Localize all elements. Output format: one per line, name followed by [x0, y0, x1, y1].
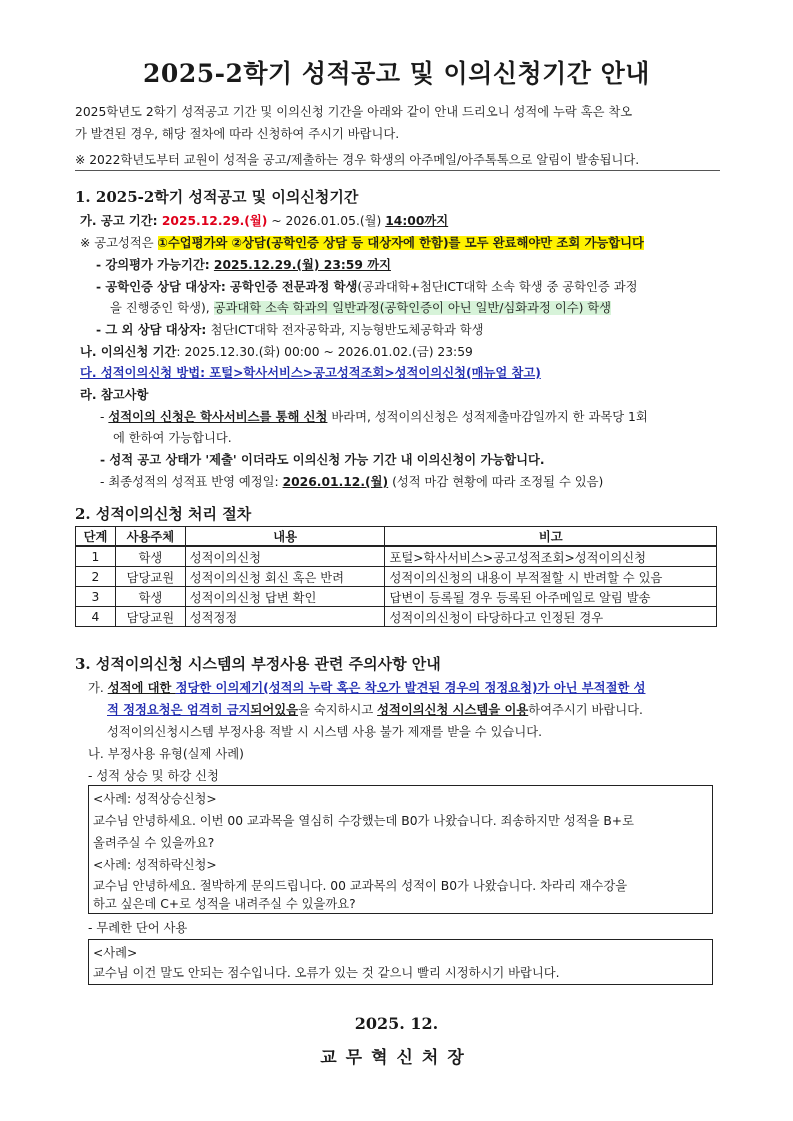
table-row	[76, 587, 717, 607]
table-cell: 답변이 등록될 경우 등록된 아주메일로 알림 발송	[385, 587, 717, 607]
table-cell: 4	[76, 607, 116, 627]
consult-line-2b: 공과대학 소속 학과의 일반과정(공학인증이 아닌 일반/심화과정 이수) 학생	[213, 301, 612, 315]
warning-part-5: 을 숙지하시고	[298, 703, 378, 717]
section2-heading: 2. 성적이의신청 처리 절차	[75, 505, 252, 523]
announce-start: 2025.12.29.(월)	[161, 214, 268, 228]
note-highlight: ①수업평가와 ②상담(공학인증 상담 등 대상자에 한함)를 모두 완료해야만 조회 가능합니다	[157, 236, 644, 250]
example-2-line-2: 하고 싶은데 C+로 성적을 내려주실 수 있을까요?	[93, 897, 356, 911]
note-prefix: ※ 공고성적은	[80, 236, 158, 250]
intro-line-2: 가 발견된 경우, 해당 절차에 따라 신청하여 주시기 바랍니다.	[75, 127, 400, 141]
other-value: 첨단ICT대학 전자공학과, 지능형반도체공학과 학생	[210, 323, 484, 337]
consult-label: - 공학인증 상담 대상자: 공학인증 전문과정 학생	[96, 280, 358, 294]
example-box-2	[88, 939, 713, 985]
warning-line-1	[88, 680, 645, 696]
table-cell: 2	[76, 567, 116, 587]
announce-end: 14:00까지	[385, 214, 449, 228]
table-cell: 성적이의신청이 타당하다고 인정된 경우	[385, 607, 717, 627]
column-header: 사용주체	[115, 527, 185, 547]
announce-note	[80, 235, 644, 251]
column-header: 내용	[185, 527, 385, 547]
warning-prefix: 가.	[88, 681, 108, 695]
column-header: 단계	[76, 527, 116, 547]
notice-underline	[75, 170, 720, 171]
reference-item-1-line-2: 에 한하여 가능합니다.	[113, 431, 232, 445]
issue-date: 2025. 12.	[354, 1014, 439, 1033]
reference-item-2: - 성적 공고 상태가 '제출' 이더라도 이의신청 가능 기간 내 이의신청이 가능합니다.	[100, 453, 545, 467]
warning-line-3: 성적이의신청시스템 부정사용 적발 시 시스템 사용 불가 제재를 받을 수 있습니다.	[107, 725, 542, 739]
table-cell: 성적이의신청 답변 확인	[185, 587, 385, 607]
objection-value: : 2025.12.30.(화) 00:00 ~ 2026.01.02.(금) 23:59	[176, 345, 473, 359]
announce-period	[80, 213, 448, 229]
announce-mid: ~ 2026.01.05.(월)	[267, 214, 386, 228]
reference-item-1	[100, 409, 648, 425]
misuse-types-heading: 나. 부정사용 유형(실제 사례)	[88, 747, 244, 761]
example-3-line-1: 교수님 이건 말도 안되는 점수입니다. 오류가 있는 것 같으니 빨리 시정하시기 바랍니다.	[93, 966, 560, 980]
example-3-title: <사례>	[93, 946, 138, 960]
reference-item-3	[100, 474, 603, 490]
table-cell: 1	[76, 546, 116, 567]
table-cell: 학생	[115, 546, 185, 567]
table-cell: 학생	[115, 587, 185, 607]
table-header-row	[76, 527, 717, 547]
ref1-rest: 바라며, 성적이의신청은 성적제출마감일까지 한 과목당 1회	[327, 410, 648, 424]
misuse-type-2: - 무례한 단어 사용	[88, 921, 188, 935]
table-cell: 성적이의신청의 내용이 부적절할 시 반려할 수 있음	[385, 567, 717, 587]
consult-target	[96, 279, 637, 295]
ref1-emphasis: 성적이의 신청은 학사서비스를 통해 신청	[108, 410, 328, 424]
warning-line-2	[107, 702, 643, 718]
objection-method-link[interactable]: 다. 성적이의신청 방법: 포털>학사서비스>공고성적조회>성적이의신청(매뉴얼 참고)	[80, 366, 541, 380]
example-2-line-1: 교수님 안녕하세요. 절박하게 문의드립니다. 00 교과목의 성적이 B0가 나왔습니다. 차라리 재수강을	[93, 879, 628, 893]
ref3-rest: (성적 마감 현황에 따라 조정될 수 있음)	[388, 475, 604, 489]
column-header: 비고	[385, 527, 717, 547]
example-1-title: <사례: 성적상승신청>	[93, 792, 217, 806]
eval-value: 2025.12.29.(월) 23:59 까지	[213, 258, 391, 272]
warning-part-4: 되어있음	[250, 703, 299, 717]
table-cell: 포털>학사서비스>공고성적조회>성적이의신청	[385, 546, 717, 567]
other-consult	[96, 322, 484, 338]
table-row	[76, 546, 717, 567]
section3-heading: 3. 성적이의신청 시스템의 부정사용 관련 주의사항 안내	[75, 655, 441, 673]
ref3-label: - 최종성적의 성적표 반영 예정일:	[100, 475, 283, 489]
example-2-title: <사례: 성적하락신청>	[93, 858, 217, 872]
objection-label: 나. 이의신청 기간	[80, 345, 177, 359]
table-cell: 3	[76, 587, 116, 607]
table-cell: 담당교원	[115, 607, 185, 627]
announce-label: 가. 공고 기간:	[80, 214, 162, 228]
procedure-table	[75, 526, 717, 627]
intro-line-1: 2025학년도 2학기 성적공고 기간 및 이의신청 기간을 아래와 같이 안내 드리오니 성적에 누락 혹은 착오	[75, 105, 633, 119]
warning-part-6: 성적이의신청 시스템을 이용	[377, 703, 529, 717]
section1-heading: 1. 2025-2학기 성적공고 및 이의신청기간	[75, 188, 359, 206]
reference-label: 라. 참고사항	[80, 388, 149, 402]
table-cell: 성적정정	[185, 607, 385, 627]
warning-part-7: 하여주시기 바랍니다.	[528, 703, 643, 717]
warning-part-2: 정당한 이의제기(성적의 누락 혹은 착오가 발견된 경우의 정정요청)가 아닌 부적절한 성	[175, 681, 646, 695]
reference-heading	[80, 387, 148, 403]
notice-text: ※ 2022학년도부터 교원이 성적을 공고/제출하는 경우 학생의 아주메일/아주톡톡으로 알림이 발송됩니다.	[75, 153, 640, 167]
warning-part-3: 적 정정요청은 엄격히 금지	[107, 703, 251, 717]
table-row	[76, 567, 717, 587]
table-cell: 성적이의신청 회신 혹은 반려	[185, 567, 385, 587]
table-cell: 담당교원	[115, 567, 185, 587]
eval-label: - 강의평가 가능기간:	[96, 258, 214, 272]
misuse-type-1: - 성적 상승 및 하강 신청	[88, 769, 219, 783]
consult-rest: (공과대학+첨단ICT대학 소속 학생 중 공학인증 과정	[357, 280, 638, 294]
objection-period	[80, 344, 473, 360]
page-title: 2025-2학기 성적공고 및 이의신청기간 안내	[143, 59, 650, 88]
example-box-1	[88, 785, 713, 914]
consult-line-2	[110, 300, 611, 316]
ref3-date: 2026.01.12.(월)	[282, 475, 389, 489]
table-row	[76, 607, 717, 627]
table-cell: 성적이의신청	[185, 546, 385, 567]
eval-period	[96, 257, 391, 273]
issuing-office: 교무혁신처장	[320, 1048, 473, 1068]
example-1-line-1: 교수님 안녕하세요. 이번 00 교과목을 열심히 수강했는데 B0가 나왔습니다. 죄송하지만 성적을 B+로	[93, 814, 634, 828]
other-label: - 그 외 상담 대상자:	[96, 323, 211, 337]
warning-part-1: 성적에 대한	[107, 681, 176, 695]
consult-line-2a: 을 진행중인 학생),	[110, 301, 214, 315]
ref1-dash: -	[100, 410, 109, 424]
example-1-line-2: 올려주실 수 있을까요?	[93, 836, 215, 850]
